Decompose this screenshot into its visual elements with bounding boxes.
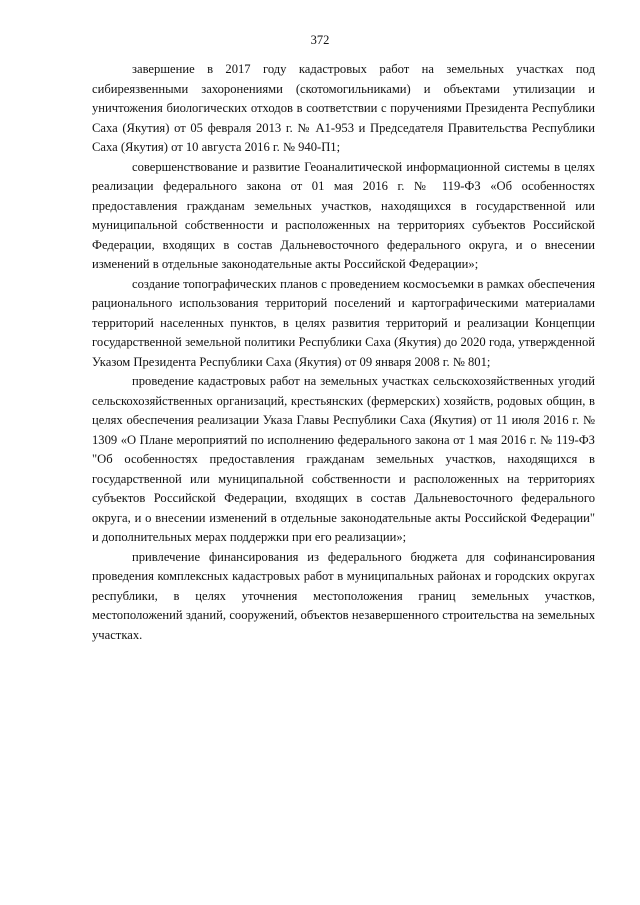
paragraph-federal-financing: привлечение финансирования из федерального бюджета для софинансирования проведения комплексных кадастровых работ в муниципальных районах и городских округах республики, в целях уточнения местоположения границ земельных участков, местоположений зданий, сооружений, объектов незавершенного строительства на земельных участках.	[92, 549, 595, 642]
paragraph-geoanalytic-system: совершенствование и развитие Геоаналитической информационной системы в целях реализации федерального закона от 01 мая 2016 г. № 119-ФЗ «Об особенностях предоставления гражданам земельных участков, находящихся в государственной или муниципальной собственности и расположенных на территориях субъектов Российской Федерации, входящих в состав Дальневосточного федерального округа, и о внесении изменений в отдельные законодательные акты Российской Федерации»;	[92, 159, 595, 271]
paragraph-topographic-plans: создание топографических планов с проведением космосъемки в рамках обеспечения рационального использования территорий поселений и картографическими материалами территорий населенных пунктов, в целях развития территорий и реализации Концепции государственной земельной политики Республики Саха (Якутия) до 2020 года, утвержденной Указом Президента Республики Саха (Якутия) от 09 января 2008 г. № 801;	[92, 276, 595, 369]
page-number: 372	[310, 33, 330, 47]
paragraph-cadastral-burials: завершение в 2017 году кадастровых работ на земельных участках под сибиреязвенными захоронениями (скотомогильниками) и объектами утилизации и уничтожения биологических отходов в соответствии с поручениями Президента Республики Саха (Якутия) от 05 февраля 2013 г. № А1-953 и Председателя Правительства Республики Саха (Якутия) от 10 августа 2016 г. № 940-П1;	[92, 62, 595, 154]
document-body	[92, 60, 595, 645]
paragraph-agricultural-cadastral: проведение кадастровых работ на земельных участках сельскохозяйственных угодий сельскохозяйственных организаций, крестьянских (фермерских) хозяйств, родовых общин, в целях обеспечения реализации Указа Главы Республики Саха (Якутия) от 11 июля 2016 г. № 1309 «О Плане мероприятий по исполнению федерального закона от 1 мая 2016 г. № 119-ФЗ "Об особенностях предоставления гражданам земельных участков, находящихся в государственной или муниципальной собственности и расположенных на территориях субъектов Российской Федерации, входящих в состав Дальневосточного федерального округа, и о внесении изменений в отдельные законодательные акты Российской Федерации" и дополнительных мерах поддержки при его реализации»;	[92, 374, 595, 544]
